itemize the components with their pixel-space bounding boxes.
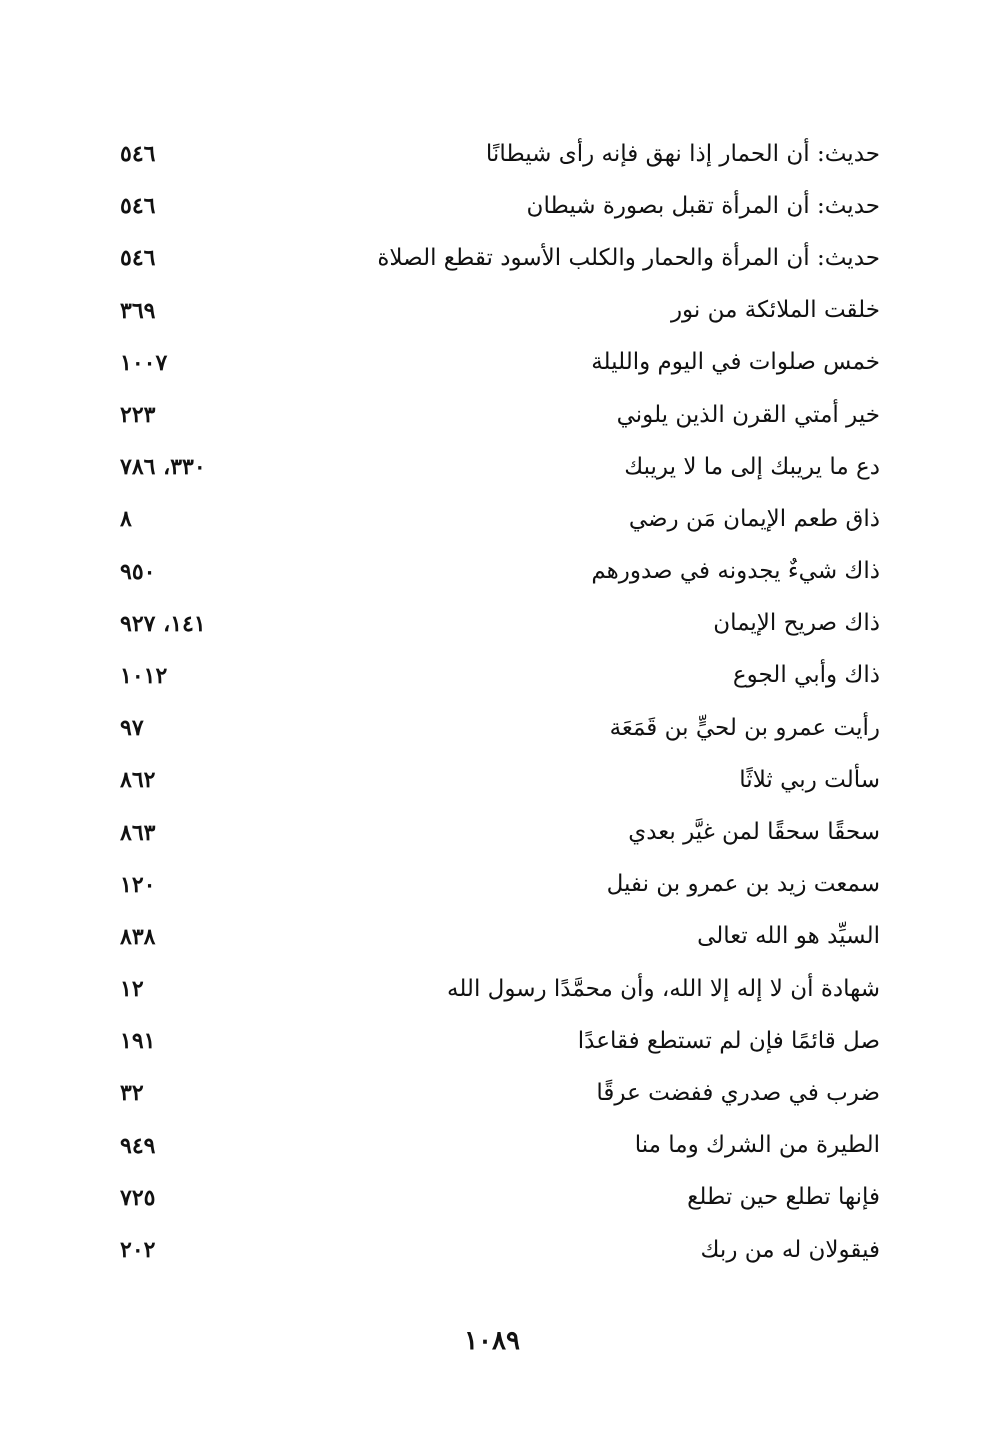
page-reference: ١٩١ <box>120 1028 156 1055</box>
index-entry <box>120 441 880 493</box>
hadith-text: شهادة أن لا إله إلا الله، وأن محمَّدًا رسول الله <box>446 975 880 1002</box>
index-entry <box>120 598 880 650</box>
hadith-text: دع ما يريبك إلى ما لا يريبك <box>624 453 880 480</box>
hadith-text: فيقولان له من ربك <box>700 1236 880 1263</box>
page-reference: ٣٦٩ <box>120 297 156 324</box>
page-reference: ٨٦٢ <box>120 767 156 794</box>
hadith-index-list <box>120 128 880 1276</box>
index-entry <box>120 754 880 806</box>
page-reference: ٥٤٦ <box>120 141 156 168</box>
hadith-text: ذاك شيءٌ يجدونه في صدورهم <box>591 558 880 585</box>
index-entry <box>120 1015 880 1067</box>
hadith-text: ذاك صريح الإيمان <box>713 610 880 637</box>
hadith-text: ضرب في صدري ففضت عرقًا <box>596 1079 880 1106</box>
page-reference: ١٢٠ <box>120 871 156 898</box>
hadith-text: حديث: أن الحمار إذا نهق فإنه رأى شيطانًا <box>485 140 880 167</box>
hadith-text: ذاق طعم الإيمان مَن رضي <box>628 505 880 532</box>
index-entry <box>120 806 880 858</box>
index-entry <box>120 389 880 441</box>
index-entry <box>120 1067 880 1119</box>
hadith-text: خلقت الملائكة من نور <box>670 297 880 324</box>
index-entry <box>120 859 880 911</box>
page-reference: ٥٤٦ <box>120 193 156 220</box>
page-reference: ٩٧ <box>120 715 144 742</box>
index-entry <box>120 493 880 545</box>
page-reference: ١٠١٢ <box>120 662 168 689</box>
page-reference: ٨ <box>120 506 132 533</box>
index-entry <box>120 180 880 232</box>
page-reference: ٢٢٣ <box>120 402 156 429</box>
index-entry <box>120 1172 880 1224</box>
page-reference: ٥٤٦ <box>120 245 156 272</box>
index-entry <box>120 128 880 180</box>
hadith-text: السيِّد هو الله تعالى <box>697 923 880 950</box>
index-entry <box>120 337 880 389</box>
page-reference: ٧٢٥ <box>120 1184 156 1211</box>
page-reference: ٩٥٠ <box>120 558 156 585</box>
hadith-text: صل قائمًا فإن لم تستطع فقاعدًا <box>577 1027 880 1054</box>
page-reference: ٨٣٨ <box>120 923 156 950</box>
page-number: ١٠٨٩ <box>464 1326 520 1356</box>
index-entry <box>120 1224 880 1276</box>
hadith-text: ذاك وأبي الجوع <box>732 662 880 689</box>
index-entry <box>120 650 880 702</box>
hadith-text: سمعت زيد بن عمرو بن نفيل <box>606 871 880 898</box>
hadith-text: سألت ربي ثلاثًا <box>739 766 880 793</box>
index-entry <box>120 1120 880 1172</box>
page-reference: ٣٢ <box>120 1080 144 1107</box>
page-reference: ١٢ <box>120 976 144 1003</box>
index-entry <box>120 232 880 284</box>
page-reference: ٩٤٩ <box>120 1132 156 1159</box>
index-entry <box>120 285 880 337</box>
page-reference: ٣٣٠، ٧٨٦ <box>120 454 206 481</box>
page-reference: ٢٠٢ <box>120 1237 156 1264</box>
hadith-text: حديث: أن المرأة والحمار والكلب الأسود تقطع الصلاة <box>377 244 880 271</box>
hadith-text: الطيرة من الشرك وما منا <box>634 1132 880 1159</box>
hadith-text: سحقًا سحقًا لمن غيَّر بعدي <box>628 819 880 846</box>
index-entry <box>120 963 880 1015</box>
hadith-text: حديث: أن المرأة تقبل بصورة شيطان <box>526 192 880 219</box>
page-reference: ١٠٠٧ <box>120 349 168 376</box>
hadith-text: خير أمتي القرن الذين يلوني <box>616 401 880 428</box>
hadith-text: خمس صلوات في اليوم والليلة <box>591 349 880 376</box>
page-reference: ١٤١، ٩٢٧ <box>120 610 206 637</box>
page-reference: ٨٦٣ <box>120 819 156 846</box>
index-entry <box>120 702 880 754</box>
index-entry <box>120 546 880 598</box>
index-entry <box>120 911 880 963</box>
hadith-text: رأيت عمرو بن لحيٍّ بن قَمَعَة <box>609 714 880 741</box>
hadith-text: فإنها تطلع حين تطلع <box>687 1184 880 1211</box>
